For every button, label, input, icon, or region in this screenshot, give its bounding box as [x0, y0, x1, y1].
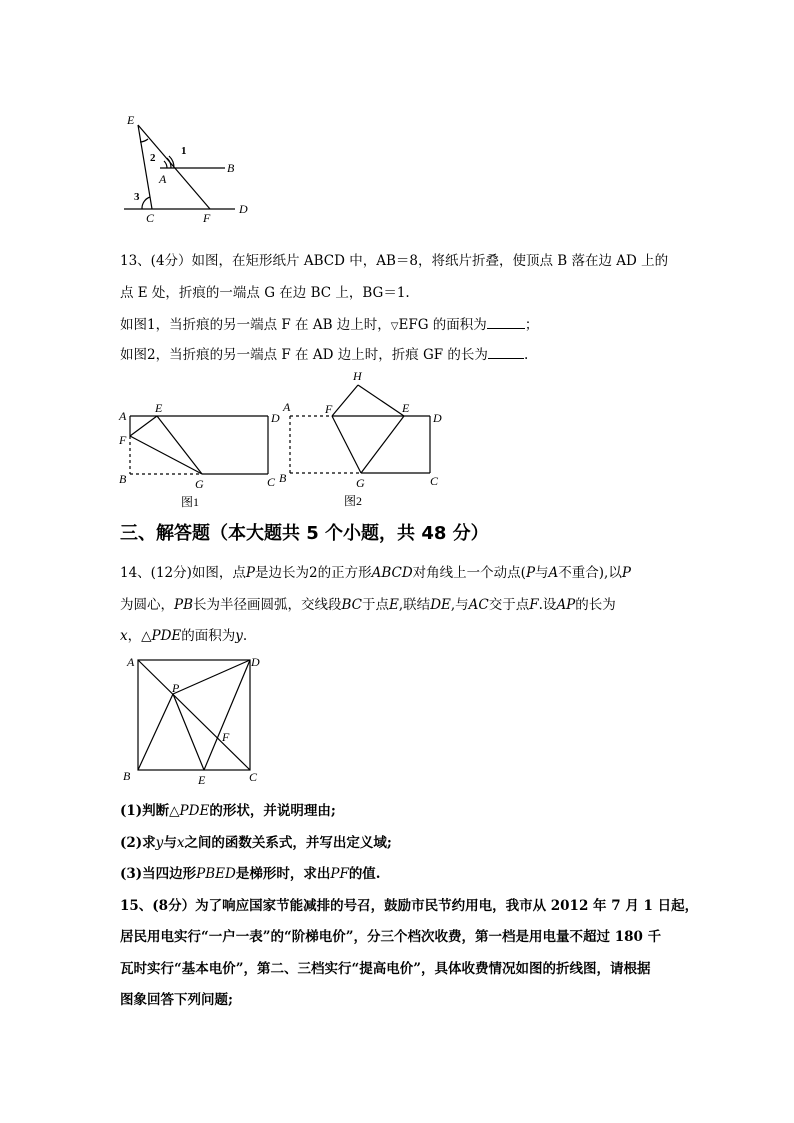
label-C: C [146, 211, 155, 225]
fig1-label-D: D [271, 411, 280, 425]
sq-label-C: C [249, 770, 258, 784]
answer-blank-1[interactable] [487, 316, 525, 329]
square-figure [118, 650, 268, 790]
q14-var: y [235, 628, 243, 644]
angle-label-2: 2 [150, 152, 156, 164]
q15-line-2: 居民用电实行“一户一表”的“阶梯电价”，分三个档次收费，第一档是用电量不超过 180 千 [120, 929, 662, 945]
q14-var: P [245, 565, 255, 581]
q14-text: 是梯形时，求出 [235, 866, 331, 882]
sq-label-E: E [198, 773, 206, 787]
q14-var: y [155, 835, 164, 851]
q13-line-2: 点 E 处，折痕的一端点 G 在边 BC 上，BG＝1. [120, 285, 410, 301]
q13-line-3-end: ； [524, 317, 539, 333]
q14-var: PBED [196, 866, 236, 882]
fig1-label-C: C [267, 475, 276, 489]
q13-line-4-end: . [523, 347, 529, 363]
q14-var: DE [430, 597, 451, 613]
q14-var: △PDE [141, 628, 182, 644]
q14-text: 不重合),以 [558, 565, 622, 581]
triangle-symbol: ▽ [390, 321, 399, 332]
q14-text: 为圆心， [120, 597, 174, 613]
q14-text: 对角线上一个动点( [412, 565, 526, 581]
fig1-label-G: G [195, 477, 204, 491]
q14-text: ,与 [450, 597, 469, 613]
q14-text: 的值. [348, 866, 381, 882]
q14-var: E [389, 597, 399, 613]
q14-sub-1 [120, 799, 336, 819]
q14-text: .设 [538, 597, 557, 613]
fig2-caption: 图2 [344, 494, 363, 508]
label-A: A [159, 172, 167, 186]
sq-label-B: B [123, 769, 131, 783]
label-D: D [239, 202, 248, 216]
q14-text: 的长为 [575, 597, 616, 613]
q13-line-4-pre: 如图2，当折痕的另一端点 F 在 AD 边上时，折痕 GF 的长为 [120, 347, 488, 363]
q14-var: AP [556, 597, 576, 613]
q14-var: x [176, 835, 185, 851]
label-E: E [127, 113, 135, 127]
sq-label-D: D [251, 655, 260, 669]
figure-2 [275, 365, 450, 513]
label-B: B [227, 161, 235, 175]
q14-var: △PDE [169, 803, 210, 819]
q14-var: P [525, 565, 536, 581]
q14-text: (1)判断 [120, 803, 170, 819]
sq-label-A: A [127, 655, 135, 669]
sq-label-P: P [172, 681, 180, 695]
q14-text: 14、(12分)如图，点 [120, 565, 246, 581]
fig2-label-B: B [279, 471, 287, 485]
q14-text: ,联结 [398, 597, 431, 613]
q14-text: (3)当四边形 [120, 866, 197, 882]
fig1-caption: 图1 [181, 495, 200, 509]
fig2-label-A: A [283, 400, 291, 414]
q13-line-3-pre: 如图1，当折痕的另一端点 F 在 AB 边上时， [120, 317, 391, 333]
q14-text: 与 [535, 565, 549, 581]
q14-line-1 [120, 561, 631, 581]
q14-var: PF [330, 866, 349, 882]
q13-line-3-post: EFG 的面积为 [398, 317, 487, 333]
answer-blank-2[interactable] [488, 346, 524, 359]
q14-text: 的面积为 [181, 628, 236, 644]
q14-text: 的形状，并说明理由; [209, 803, 336, 819]
q14-sub-2 [120, 831, 392, 851]
fig1-label-F: F [119, 433, 127, 447]
q14-var: ABCD [371, 565, 413, 581]
fig1-label-A: A [119, 409, 127, 423]
fig2-label-C: C [430, 474, 439, 488]
q14-num: 2 [308, 565, 318, 581]
q15-line-1: 15、(8分）为了响应国家节能减排的号召，鼓励市民节约用电，我市从 2012 年 7 月 1 日起， [120, 898, 699, 914]
q14-var: P [621, 565, 631, 581]
fig2-label-E: E [402, 401, 410, 415]
section-heading: 三、解答题（本大题共 5 个小题，共 48 分） [120, 523, 489, 544]
q14-line-2 [120, 593, 616, 613]
q14-var: x [120, 628, 128, 644]
fig1-label-E: E [155, 401, 163, 415]
q14-text: 交于点 [488, 597, 530, 613]
q14-text: 长为半径画圆弧，交线段 [193, 597, 342, 613]
label-F: F [203, 211, 211, 225]
q15-line-4: 图象回答下列问题; [120, 992, 233, 1008]
q14-var: A [548, 565, 559, 581]
q13-line-1: 13、(4分）如图，在矩形纸片 ABCD 中，AB＝8，将纸片折叠，使顶点 B 落在边 AD 上的 [120, 253, 669, 269]
q14-var: BC [341, 597, 363, 613]
angle-label-1: 1 [181, 145, 187, 157]
q14-text: 于点 [362, 597, 390, 613]
q14-text: ， [127, 628, 142, 644]
q14-sub-3 [120, 862, 381, 882]
q14-var: AC [468, 597, 489, 613]
fig2-label-G: G [356, 476, 365, 490]
q13-line-3 [120, 313, 538, 333]
q14-text: . [242, 628, 248, 644]
sq-label-F: F [222, 730, 230, 744]
q14-var: F [529, 597, 539, 613]
fig1-label-B: B [119, 472, 127, 486]
q14-text: 的正方形 [317, 565, 372, 581]
fig2-label-H: H [353, 369, 362, 383]
q13-line-4 [120, 343, 528, 363]
q15-line-3: 瓦时实行“基本电价”，第二、三档实行“提高电价”，具体收费情况如图的折线图，请根据 [120, 961, 651, 977]
q14-text: (2)求 [120, 835, 156, 851]
figure-1 [115, 398, 285, 513]
q14-text: 是边长为 [254, 565, 309, 581]
fig2-label-F: F [325, 402, 333, 416]
q14-line-3 [120, 624, 247, 644]
q14-var: PB [174, 597, 194, 613]
q14-text: 与 [163, 835, 177, 851]
angle-figure [115, 108, 265, 228]
angle-label-3: 3 [134, 191, 140, 203]
q14-text: 之间的函数关系式，并写出定义域; [184, 835, 392, 851]
fig2-label-D: D [433, 411, 442, 425]
